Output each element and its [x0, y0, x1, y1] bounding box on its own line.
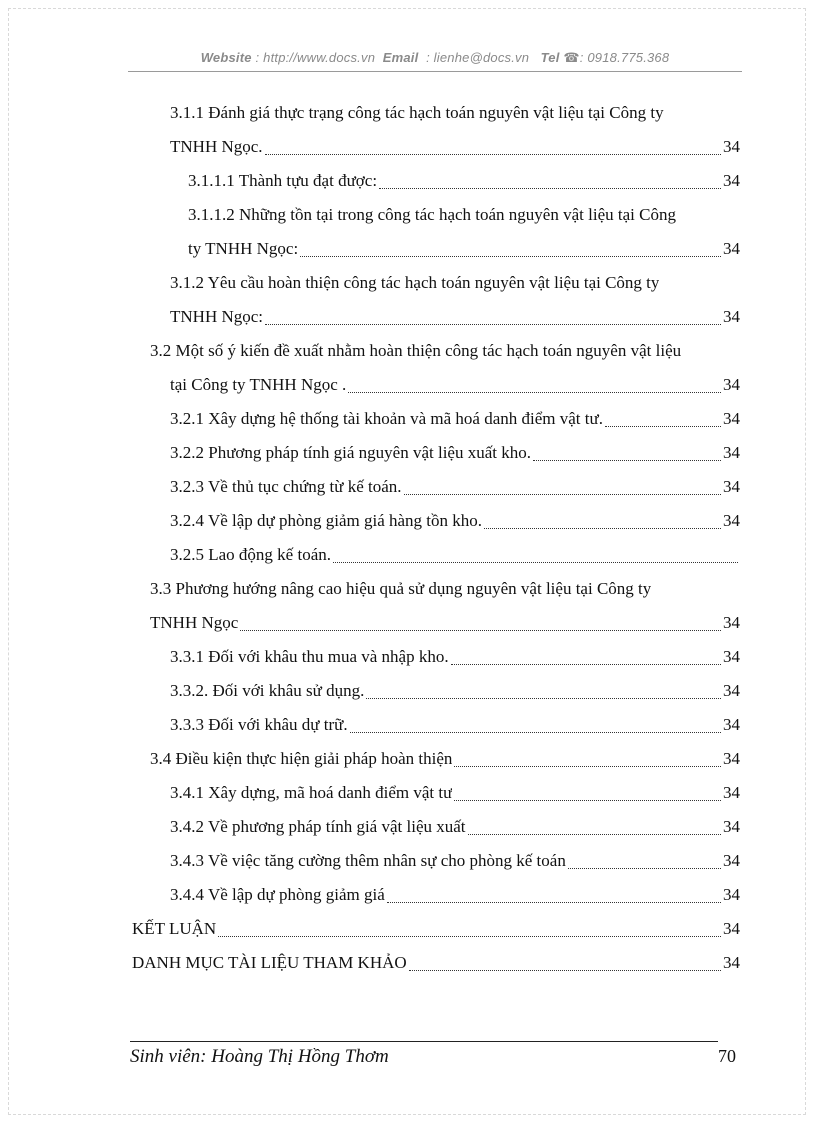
toc-entry-text: 3.4 Điều kiện thực hiện giải pháp hoàn thiện [150, 749, 453, 768]
toc-leader-dots [350, 732, 721, 733]
toc-entry-page: 34 [723, 953, 740, 972]
toc-leader-dots [468, 834, 721, 835]
toc-entry [0, 436, 740, 470]
toc-leader-dots [379, 188, 721, 189]
toc-entry [0, 640, 740, 674]
toc-entry [0, 742, 740, 776]
toc-entry-page: 34 [723, 409, 740, 428]
toc-entry-text: 3.2.5 Lao động kế toán. [170, 545, 331, 564]
toc-entry-text: 3.3.1 Đối với khâu thu mua và nhập kho. [170, 647, 449, 666]
toc-entry [0, 810, 740, 844]
toc-entry [0, 538, 740, 572]
footer-page-number: 70 [718, 1046, 736, 1066]
toc-entry-text: 3.4.1 Xây dựng, mã hoá danh điểm vật tư [170, 783, 453, 802]
page-header [128, 50, 742, 66]
email-label: Email [382, 50, 419, 65]
toc-entry [0, 708, 740, 742]
toc-entry-page: 34 [723, 885, 740, 904]
toc-entry-page: 34 [723, 613, 740, 632]
header-rule [128, 71, 742, 72]
toc-entry [0, 334, 740, 368]
toc-entry-text: tại Công ty TNHH Ngọc . [170, 375, 347, 394]
toc-entry-page: 34 [723, 715, 740, 734]
toc-entry [0, 470, 740, 504]
toc-leader-dots [533, 460, 721, 461]
tel-value: : 0918.775.368 [579, 50, 670, 65]
toc-leader-dots [218, 936, 721, 937]
toc-entry-page: 34 [723, 307, 740, 326]
toc-leader-dots [240, 630, 721, 631]
toc-entry [0, 198, 740, 232]
toc-entry-text: 3.4.4 Về lập dự phòng giảm giá [170, 885, 385, 904]
toc-entry [0, 674, 740, 708]
toc-entry [0, 844, 740, 878]
toc-entry-text: 3.2 Một số ý kiến đề xuất nhằm hoàn thiện công tác hạch toán nguyên vật liệu [150, 341, 682, 360]
toc-leader-dots [605, 426, 721, 427]
toc-entry-text: KẾT LUẬN [132, 919, 217, 938]
toc-entry-page: 34 [723, 375, 740, 394]
toc-entry-text: 3.4.2 Về phương pháp tính giá vật liệu xuất [170, 817, 466, 836]
footer-student-name: Sinh viên: Hoàng Thị Hồng Thơm [130, 1046, 389, 1067]
toc-entry-text: ty TNHH Ngọc: [188, 239, 299, 258]
toc-entry [0, 96, 740, 130]
toc-entry-text: 3.1.1.2 Những tồn tại trong công tác hạch toán nguyên vật liệu tại Công [188, 205, 676, 224]
toc-entry [0, 368, 740, 402]
toc-leader-dots [387, 902, 721, 903]
toc-entry-text: 3.3.2. Đối với khâu sử dụng. [170, 681, 365, 700]
toc-leader-dots [404, 494, 721, 495]
website-value: : http://www.docs.vn [255, 50, 376, 65]
toc-entry [0, 402, 740, 436]
toc-leader-dots [265, 324, 721, 325]
toc-entry-page: 34 [723, 749, 740, 768]
toc-leader-dots [484, 528, 721, 529]
toc-entry-page: 34 [723, 239, 740, 258]
toc-entry [0, 266, 740, 300]
toc-entry-text: 3.2.3 Về thủ tục chứng từ kế toán. [170, 477, 402, 496]
toc-leader-dots [333, 562, 738, 563]
toc-entry [0, 946, 740, 980]
toc-entry-page: 34 [723, 817, 740, 836]
toc-entry [0, 606, 740, 640]
toc-entry-text: DANH MỤC TÀI LIỆU THAM KHẢO [132, 953, 407, 972]
toc-entry-text: 3.1.1 Đánh giá thực trạng công tác hạch toán nguyên vật liệu tại Công ty [170, 103, 664, 122]
toc-entry-page: 34 [723, 443, 740, 462]
toc-leader-dots [454, 800, 721, 801]
website-label: Website [200, 50, 252, 65]
tel-label: Tel [540, 50, 560, 65]
phone-icon: ☎ [563, 50, 580, 65]
footer-rule [130, 1041, 718, 1042]
toc-entry-page: 34 [723, 783, 740, 802]
toc-entry-text: 3.3 Phương hướng nâng cao hiệu quả sử dụng nguyên vật liệu tại Công ty [150, 579, 652, 598]
toc-entry-page: 34 [723, 171, 740, 190]
toc-entry [0, 232, 740, 266]
toc-entry-text: 3.3.3 Đối với khâu dự trữ. [170, 715, 348, 734]
toc-entry-text: 3.1.2 Yêu cầu hoàn thiện công tác hạch toán nguyên vật liệu tại Công ty [170, 273, 660, 292]
toc-leader-dots [451, 664, 721, 665]
toc-entry [0, 504, 740, 538]
toc-leader-dots [366, 698, 721, 699]
toc-entry-text: TNHH Ngọc [150, 613, 239, 632]
toc-entry-page: 34 [723, 477, 740, 496]
toc-entry-text: TNHH Ngọc. [170, 137, 263, 156]
toc-entry-text: 3.1.1.1 Thành tựu đạt được: [188, 171, 378, 190]
toc-entry [0, 878, 740, 912]
toc-entry-text: 3.2.1 Xây dựng hệ thống tài khoản và mã hoá danh điểm vật tư. [170, 409, 603, 428]
toc-entry [0, 912, 740, 946]
toc-entry-text: 3.2.4 Về lập dự phòng giảm giá hàng tồn kho. [170, 511, 483, 530]
toc-entry-page: 34 [723, 919, 740, 938]
toc-entry [0, 130, 740, 164]
toc-entry-page: 34 [723, 647, 740, 666]
toc-entry-page: 34 [723, 137, 740, 156]
toc-entry-text: 3.2.2 Phương pháp tính giá nguyên vật liệu xuất kho. [170, 443, 531, 462]
toc-entry-text: 3.4.3 Về việc tăng cường thêm nhân sự cho phòng kế toán [170, 851, 566, 870]
toc-leader-dots [409, 970, 721, 971]
toc-entry-text: TNHH Ngọc: [170, 307, 264, 326]
toc-entry-page: 34 [723, 681, 740, 700]
toc-entry [0, 776, 740, 810]
toc-entry-page: 34 [723, 511, 740, 530]
toc-leader-dots [300, 256, 721, 257]
toc-entry [0, 300, 740, 334]
toc-leader-dots [348, 392, 721, 393]
toc-entry-page: 34 [723, 851, 740, 870]
email-value: : lienhe@docs.vn [426, 50, 530, 65]
toc-entry [0, 164, 740, 198]
toc-leader-dots [265, 154, 721, 155]
toc-leader-dots [454, 766, 721, 767]
table-of-contents [0, 96, 816, 980]
toc-leader-dots [568, 868, 721, 869]
toc-entry [0, 572, 740, 606]
